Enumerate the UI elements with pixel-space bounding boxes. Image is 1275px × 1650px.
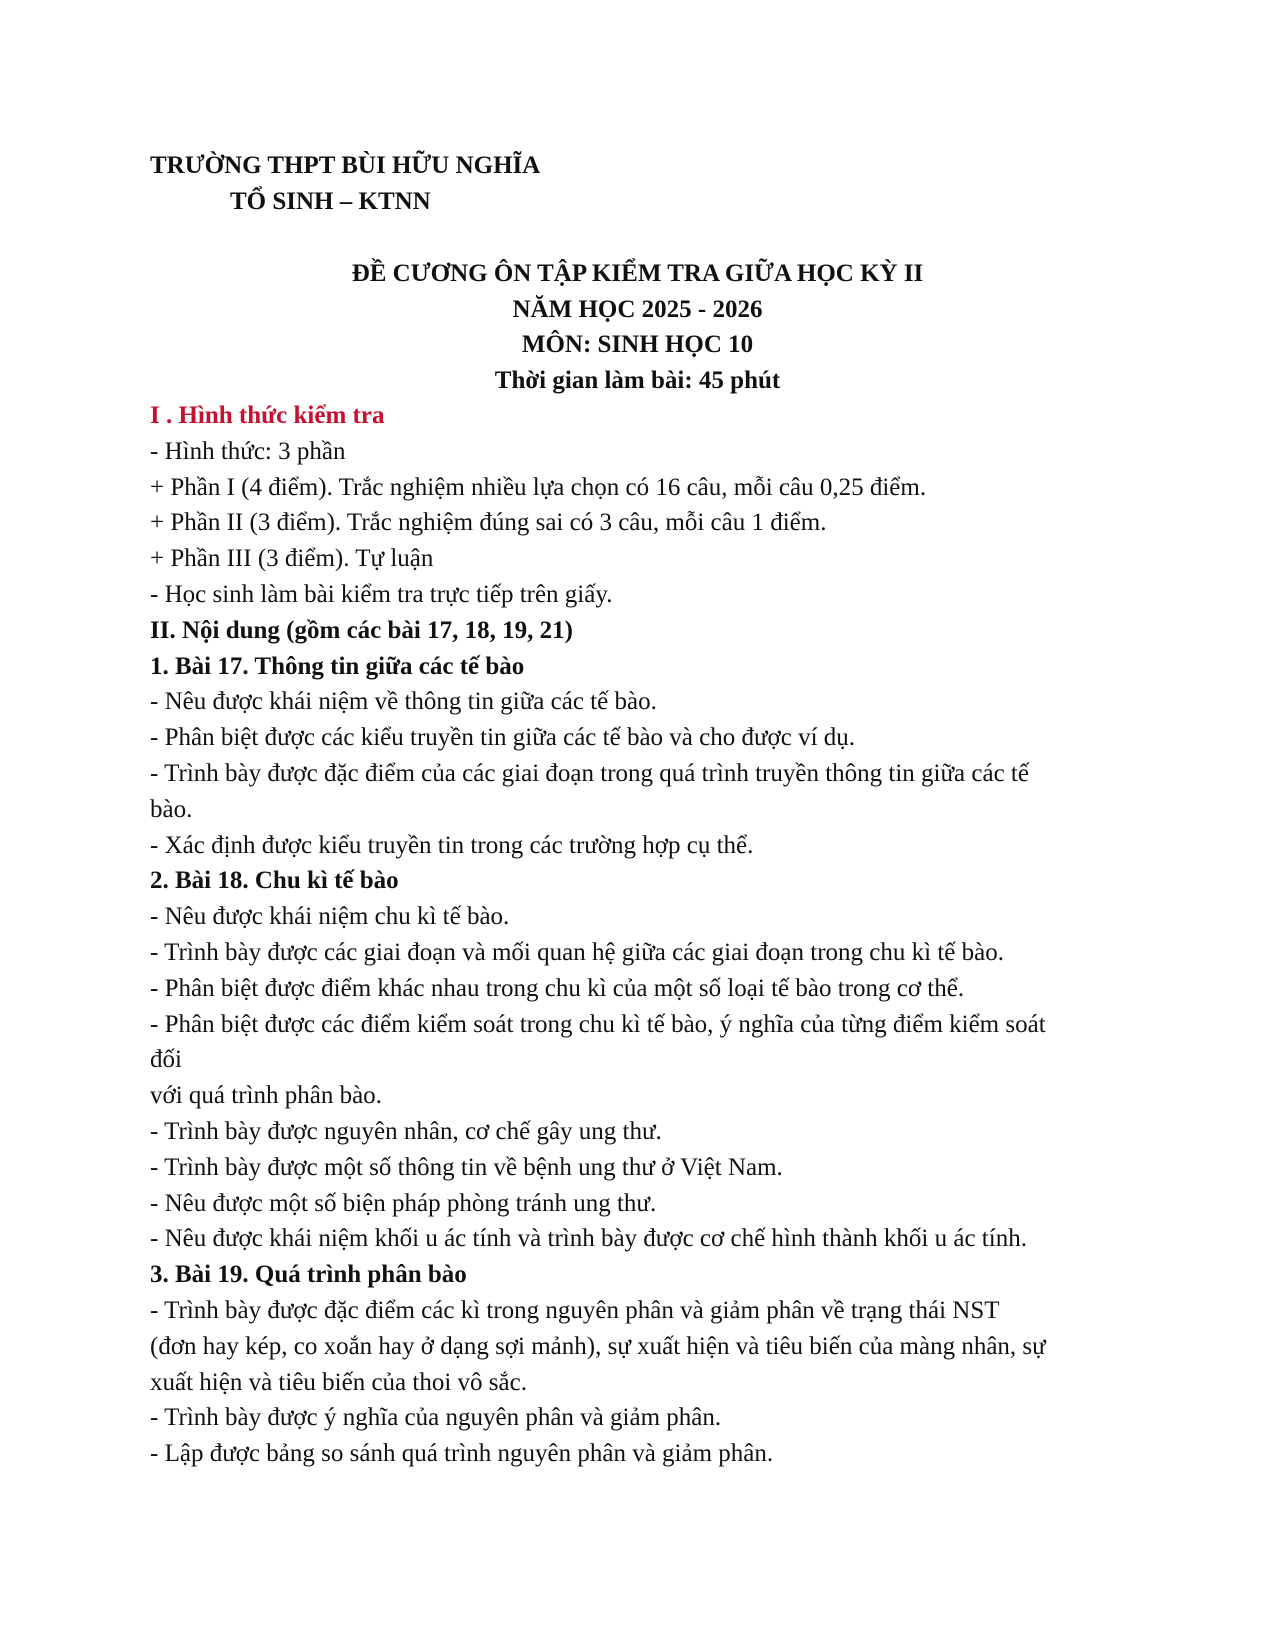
lesson-heading: 3. Bài 19. Quá trình phân bào [150, 1261, 467, 1289]
text-line: - Nêu được khái niệm khối u ác tính và trình bày được cơ chế hình thành khối u ác tính. [150, 1225, 1027, 1253]
document-title: ĐỀ CƯƠNG ÔN TẬP KIỂM TRA GIỮA HỌC KỲ II [351, 260, 924, 287]
school-name: TRƯỜNG THPT BÙI HỮU NGHĨA [150, 152, 541, 179]
text-line: - Phân biệt được điểm khác nhau trong chu kì của một số loại tế bào trong cơ thể. [150, 974, 965, 1002]
text-line: - Phân biệt được các điểm kiểm soát trong chu kì tế bào, ý nghĩa của từng điểm kiểm soát [150, 1010, 1046, 1038]
text-line: bào. [150, 795, 193, 823]
text-line: - Trình bày được nguyên nhân, cơ chế gây ung thư. [150, 1117, 662, 1145]
text-line: - Nêu được khái niệm về thông tin giữa các tế bào. [150, 688, 657, 716]
document-title-block [150, 256, 1125, 398]
text-line: với quá trình phân bào. [150, 1082, 382, 1110]
text-line: đối [150, 1046, 182, 1074]
text-line: - Trình bày được ý nghĩa của nguyên phân và giảm phân. [150, 1404, 722, 1432]
exam-duration: Thời gian làm bài: 45 phút [494, 366, 781, 394]
text-line: - Lập được bảng so sánh quá trình nguyên phân và giảm phân. [150, 1440, 774, 1468]
document-body [150, 398, 1125, 1472]
section-heading-format: I . Hình thức kiểm tra [150, 402, 385, 429]
department-name: TỔ SINH – KTNN [230, 188, 431, 215]
text-line: - Nêu được khái niệm chu kì tế bào. [150, 903, 510, 931]
text-line: - Trình bày được đặc điểm các kì trong nguyên phân và giảm phân về trạng thái NST [150, 1296, 1000, 1324]
text-line: (đơn hay kép, co xoắn hay ở dạng sợi mảnh), sự xuất hiện và tiêu biến của màng nhân, sự [150, 1332, 1046, 1360]
subject: MÔN: SINH HỌC 10 [521, 331, 754, 358]
section-heading-content: II. Nội dung (gồm các bài 17, 18, 19, 21) [150, 616, 573, 644]
text-line: - Phân biệt được các kiểu truyền tin giữa các tế bào và cho được ví dụ. [150, 724, 856, 752]
lesson-heading: 2. Bài 18. Chu kì tế bào [150, 867, 399, 895]
text-line: + Phần I (4 điểm). Trắc nghiệm nhiều lựa chọn có 16 câu, mỗi câu 0,25 điểm. [150, 473, 927, 501]
text-line: + Phần II (3 điểm). Trắc nghiệm đúng sai có 3 câu, mỗi câu 1 điểm. [150, 509, 827, 537]
text-line: - Học sinh làm bài kiểm tra trực tiếp trên giấy. [150, 580, 613, 608]
text-line: - Trình bày được các giai đoạn và mối quan hệ giữa các giai đoạn trong chu kì tế bào. [150, 938, 1004, 966]
lesson-heading: 1. Bài 17. Thông tin giữa các tế bào [150, 652, 525, 680]
text-line: + Phần III (3 điểm). Tự luận [150, 545, 434, 573]
text-line: - Hình thức: 3 phần [150, 437, 346, 465]
text-line: - Trình bày được đặc điểm của các giai đoạn trong quá trình truyền thông tin giữa các tế [150, 759, 1029, 787]
text-line: - Nêu được một số biện pháp phòng tránh ung thư. [150, 1189, 657, 1217]
text-line: - Xác định được kiểu truyền tin trong các trường hợp cụ thể. [150, 831, 754, 859]
text-line: xuất hiện và tiêu biến của thoi vô sắc. [150, 1368, 527, 1396]
text-line: - Trình bày được một số thông tin về bệnh ung thư ở Việt Nam. [150, 1153, 783, 1181]
school-year: NĂM HỌC 2025 - 2026 [512, 295, 763, 323]
